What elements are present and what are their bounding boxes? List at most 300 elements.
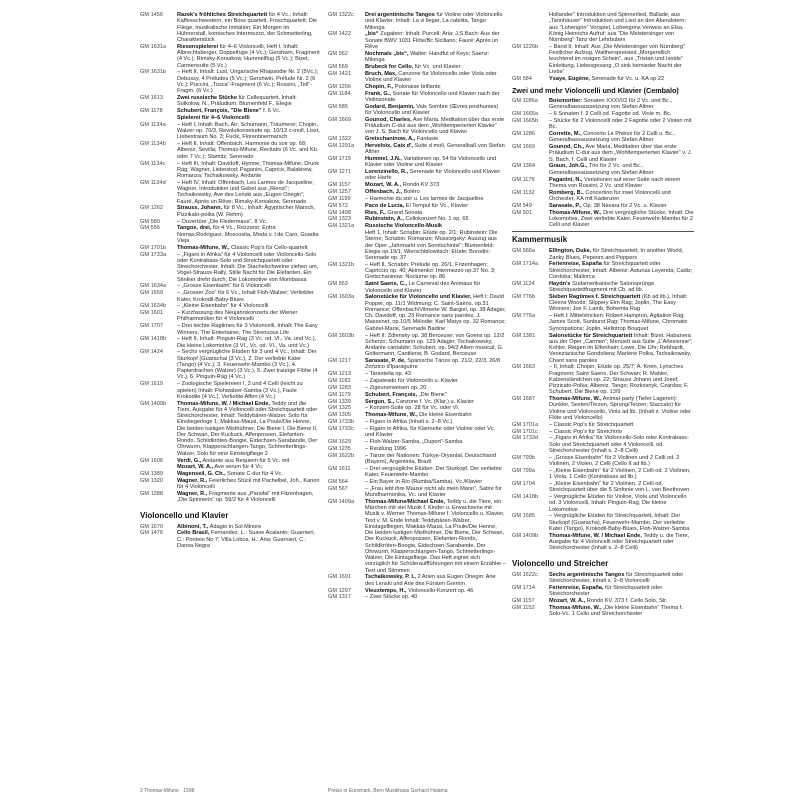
- entry-title: Schubert, François, "Die Biene": [177, 108, 262, 115]
- entry-title: Tschaikowsky, P. I.,: [365, 574, 416, 581]
- catalog-number: GM 1707: [140, 323, 164, 330]
- entry-title: Thomas-Mifune/Michael Ende,: [365, 498, 446, 505]
- catalog-entry: [328, 223, 506, 229]
- catalog-entry: [512, 12, 694, 43]
- entry-description: Serenade für Vc. u. KA op 22: [591, 75, 665, 82]
- catalog-entry: [140, 283, 320, 289]
- entry-text: [365, 358, 506, 371]
- catalog-number: GM 776b: [512, 293, 536, 300]
- catalog-number: GM 584: [512, 75, 532, 82]
- catalog-number: GM 1622c: [512, 571, 538, 578]
- entry-title: Sarasate, P.,: [549, 202, 582, 209]
- entry-description: Heft I: David Popper, op. 11/1 Widmung; C. Saint-Saëns, op.31 Romance; Offenbach/Vilmerte W. Bargiel, op. 38 Adagio; Ch. Davidoff, op. 23 Romance sans paroles; J. Massenet, op.10/5 Mélodie; Karl Matys op. 32 Romance; Gabriel-Marie, Serenade Badine: [365, 294, 506, 332]
- entry-description: für Streichquartett oder Streichorchester: [549, 584, 663, 597]
- entry-description: Inhalt: Bizet, Habanera aus der Oper „Carmen“; Menuett aus Suite „L'Arlesienne“; Kohler, Reigen im Elfenhain; Lowe, Die Uhr; Rebhardt, Venezianische Gondoliera; Marlene Polka, Tschaikowsky, Chant sans paroles: [549, 332, 693, 364]
- entry-description: Fernandez, L.: Suave Acalanto; Guarnieri, C.: Ponteio No 7; Villa Lobos, H.: Aria; Guarnieri, C.: Dansa Negra: [177, 530, 316, 549]
- catalog-entry: [140, 69, 320, 94]
- catalog-entry: [140, 303, 320, 309]
- entry-text: [365, 136, 506, 142]
- catalog-entry: [328, 169, 506, 182]
- catalog-number: GM 1665b: [512, 117, 539, 124]
- catalog-entry: [140, 205, 320, 218]
- entry-description: – Heft II, Inhalt: Offenbach, Harmonie du soir op. 68; Albeniz, Sevilla; Thomas-Mifune, Recitativ (6 Vc. and Kb. oder 7 Vc.); Stamitz, Serenade: [177, 141, 319, 160]
- entry-description: Spanische Tänze op. 21/2, 22/3, 26/8 Zortzico d'Iparaguirre: [365, 358, 501, 371]
- entry-title: Chopin, F.,: [365, 83, 394, 90]
- catalog-entry: [328, 499, 506, 574]
- entry-description: Variationen op. 54 für Violoncello und Klavier oder Violine und Klavier: [365, 156, 497, 169]
- catalog-entry: [512, 598, 694, 604]
- catalog-number: GM 1321a: [328, 223, 355, 230]
- entry-description: für 4–6 Violoncelli, Heft I, Inhalt: Albrechtsberger, Doppelfuge (4 Vc.); Gershwin, Fragment (4 Vc.); Rimsky-Korsakow, Hummelflug (5 Vc.); Bizet, Carmensuite (5 Vc.): [177, 43, 320, 69]
- catalog-entry: [328, 419, 506, 425]
- entry-text: [365, 499, 506, 574]
- entry-description: Teddy u. die Tiere, ein Märchen mit viel Musik f. Kinder u. Erwachsene mit Musik v. Werner Thomas-Mifune f. Violoncello u. Klavier, Text v. M. Ende Inhalt: Teddybären-Walzer, Einstagsfliegen, Makkas-Mausi, La Poule/Die Henne, Die beiden lustigen Misthühner, Die Biene, Der Schwan, Der Kuckuck, Affenpossen, Elefanten-Rondo, Schildkröten-Boogie, Eidechsen-Sarabande, Der Ohrwurm, Klapperschlangen-Tango, Schmetterlings-Walzer, Die Eintagsfliege. Das Heft eignet sich vorzüglich für Schülerauffführungen mit einem Erzähler – Text und Stimmen: [365, 498, 506, 574]
- entry-description: Drei vergnügliche Stücke, Inhalt: Die Lokomotive, Zwei verliebte Kater, Feuerwehr-Mambo für 2 Celli und Klavier: [549, 209, 694, 229]
- catalog-number: GM 1629: [328, 439, 352, 446]
- entry-text: [549, 281, 694, 294]
- catalog-number: GM 1622b: [328, 452, 355, 459]
- entry-description: Feierliches Stück mit Pachelbel, Joh., Kanon für 4 Violoncelli: [177, 478, 320, 491]
- catalog-entry: [512, 118, 694, 131]
- entry-description: – Konzert-Suite op. 28 für Vc. oder Vl.: [365, 405, 460, 412]
- entry-description: – Heft II: Zdlensky op. 38 Berceuse; von Goens op. 12/2 Scherzo; Schumann op. 129 Adagio; Tschaikowsky, Andante cantabile; Schubert, op. 94/3 Allem musical; G. Goltermann, Cantilena; B. Godard, Berceuse: [365, 332, 505, 358]
- entry-description: Ave Maria, Meditation über das erste Präludium C-dur aus dem „Wohltemperierten Klavier“ von J. S. Bach für Violoncello und Klavier: [365, 116, 505, 136]
- entry-description: – Floh-Walzer-Samba, „Duport“-Samba: [365, 439, 463, 446]
- catalog-entry: [512, 44, 694, 75]
- entry-title: „bis“: [365, 31, 379, 38]
- entry-title: Ferienreise, España: [549, 261, 602, 268]
- entry-text: [177, 401, 320, 457]
- entry-title: Frank, G.,: [365, 90, 391, 97]
- entry-text: [365, 156, 506, 169]
- catalog-entry: [140, 180, 320, 205]
- entry-description: Andante aus Requiem für 5 Vc. mit: [202, 457, 290, 464]
- entry-title: Ferienreise, España,: [549, 584, 604, 591]
- entry-text: [365, 223, 506, 229]
- entry-description: – Band II, Inhalt: Aus „Die Meistersinger von Nürnberg“ Festlicher Aufzug, Waltherspreisied „Morgendlich leuchtend im rosigen Schein“, aus „Tristan und Isolde“ Einleitung, Liebesgesang „O sink hernieder Nacht der Liebe“: [549, 43, 685, 75]
- entry-text: [365, 486, 506, 499]
- catalog-entry: [328, 574, 506, 587]
- catalog-number: GM 1283: [328, 384, 352, 391]
- catalog-number: GM 1619: [140, 381, 164, 388]
- catalog-number: GM 1631b: [140, 69, 167, 76]
- catalog-entry: [512, 281, 694, 294]
- catalog-number: GM 1213: [328, 371, 352, 378]
- entry-text: [365, 333, 506, 358]
- catalog-number: GM 1235: [328, 445, 352, 452]
- entry-text: [549, 435, 694, 454]
- entry-description: – „Grosse Eisenbahn“ für 6 Violoncelli: [177, 283, 271, 290]
- entry-text: [549, 598, 694, 604]
- entry-text: [365, 203, 506, 209]
- catalog-number: GM 1421: [328, 70, 352, 77]
- catalog-entry: [328, 399, 506, 405]
- catalog-number: GM 1409a: [328, 498, 355, 505]
- catalog-number: GM 1714a: [512, 261, 539, 268]
- entry-title: Spielerei für 4–6 Violoncelli: [177, 114, 250, 121]
- entry-text: [365, 210, 506, 216]
- entry-title: Godard, Benjamin,: [365, 103, 415, 110]
- entry-description: für Streichquartett, In another World, Zanky Blues, Pepeors and Peppers: [549, 248, 684, 261]
- entry-description: für Vc. und Klavier: [414, 63, 461, 70]
- catalog-number: GM 1409b: [512, 532, 539, 539]
- catalog-number: GM 1606: [140, 457, 164, 464]
- entry-text: [549, 364, 694, 395]
- catalog-entry: [328, 143, 506, 156]
- entry-text: [177, 524, 320, 530]
- catalog-entry: [328, 216, 506, 222]
- catalog-number: GM 556: [140, 225, 160, 232]
- catalog-entry: [512, 364, 694, 395]
- catalog-number: GM 1179: [328, 391, 351, 398]
- entry-title: Herveloix, Caix d',: [365, 142, 413, 149]
- entry-text: [549, 513, 694, 532]
- entry-text: [549, 12, 694, 43]
- catalog-number: GM 1733a: [140, 251, 167, 258]
- entry-description: Animal-party (Tiefer Lageren): Dunkler, Sexten/Terzen, Sprung/Terzen; Staccato) für Violine und Violoncello, Viola ad lib. (Inhalt s. Violine oder Flöte und Violoncello): [549, 396, 692, 421]
- entry-text: [177, 180, 320, 205]
- catalog-entry: [140, 141, 320, 160]
- entry-text: [365, 281, 506, 294]
- catalog-entry: [328, 196, 506, 202]
- catalog-number: GM 1323: [328, 216, 352, 223]
- entry-text: [365, 392, 506, 398]
- entry-text: [177, 122, 320, 141]
- entry-description: – „Frau lebt ihre Mause nicht als mein Mann“, Satire für Mundharmonika, Vc. und Klavier: [365, 485, 502, 498]
- entry-description: – Zapateado für Violoncello u. Klavier: [365, 378, 458, 385]
- catalog-number: GM 1408: [328, 209, 352, 216]
- catalog-entry: [328, 31, 506, 50]
- catalog-number: GM 1291a: [328, 142, 355, 149]
- catalog-entry: [512, 98, 694, 111]
- entry-text: [549, 468, 694, 481]
- entry-title: Mozart, W. A.,: [365, 182, 402, 189]
- catalog-number: GM 1134c: [140, 160, 166, 167]
- entry-title: Paco de Lucia,: [365, 202, 405, 209]
- catalog-entry: [512, 435, 694, 454]
- catalog-number: GM 566a: [512, 248, 536, 255]
- catalog-entry: [512, 429, 694, 435]
- catalog-number: GM 572: [328, 202, 348, 209]
- catalog-number: GM 1134d: [140, 179, 166, 186]
- catalog-number: GM 1701b: [140, 244, 167, 251]
- catalog-number: GM 1715: [328, 156, 352, 163]
- entry-text: [365, 104, 506, 117]
- catalog-entry: [140, 252, 320, 283]
- catalog-entry: [140, 458, 320, 464]
- catalog-entry: [328, 294, 506, 332]
- entry-description: Heft 1, Inhalt: Scriabin: Etüde op. 2/1; Rubinstein: Die Sterne; Scriabin: Romanze; Mussorgsky: Auszug aus der Oper „Jahrmarkt von Sorotschintsi“; Blumenfeld: Elegie op.19/1; Wierschbilowitsch: Etüde; Borodin: Serenade op. 37: [365, 230, 498, 262]
- catalog-entry: [328, 333, 506, 358]
- catalog-number: GM 1257: [328, 189, 352, 196]
- entry-description: – Drei leichte Ragtimes für 3 Violoncelli, Inhalt: The Easy Winners, The Entertainer, The Strenuous Life: [177, 323, 318, 336]
- entry-text: [549, 177, 694, 190]
- entry-text: [177, 252, 320, 283]
- entry-title: Sarasate, P. de,: [365, 358, 406, 365]
- entry-description: „Die kleine Eisenbahn“ Thema f. Solo-Vc. 1 Cello und Streichorchester: [549, 604, 683, 617]
- catalog-number: GM 1669: [328, 116, 352, 123]
- entry-text: [365, 385, 506, 391]
- entry-text: [365, 371, 506, 377]
- entry-text: [365, 31, 506, 50]
- catalog-number: GM 1418b: [512, 494, 539, 501]
- catalog-number: GM 1134a: [140, 121, 166, 128]
- entry-title: Riesenspielerei: [177, 43, 219, 50]
- entry-text: [177, 225, 320, 244]
- catalog-number: GM 1124: [512, 280, 535, 287]
- catalog-number: GM 1409b: [140, 400, 167, 407]
- entry-title: Sechs argentinische Tangos: [549, 571, 625, 578]
- entry-title: Hummel, J.N.,: [365, 156, 402, 163]
- catalog-entry: [140, 530, 320, 549]
- entry-description: Boléro: [403, 189, 420, 196]
- entry-title: Boismortier:: [549, 97, 583, 104]
- catalog-number: GM 559: [328, 63, 348, 70]
- catalog-number: GM 1183: [328, 378, 351, 385]
- entry-title: Mozart, W. A.,: [549, 597, 586, 604]
- entry-text: [549, 203, 694, 209]
- section-heading: Kammermusik: [512, 231, 694, 244]
- entry-title: Verdi, G.,: [177, 457, 202, 464]
- catalog-entry: [512, 261, 694, 280]
- entry-text: [177, 290, 320, 303]
- catalog-entry: [140, 245, 320, 251]
- catalog-entry: [328, 426, 506, 439]
- catalog-entry: [140, 336, 320, 349]
- catalog-entry: [328, 51, 506, 64]
- catalog-number: GM 1317: [328, 594, 352, 601]
- catalog-number: GM 1704: [512, 481, 536, 487]
- entry-description: – „Kleine Eisenbahn“ für 2 Violinen, 2 Celli od. Streichquartett über die 5 Sinfonie von L. van Beethoven: [549, 481, 690, 494]
- catalog-entry: [512, 131, 694, 144]
- entry-description: – Figaro in Afrika (Inhalt s. 2–8 Vc.): [365, 419, 453, 426]
- catalog-number: GM 1613: [140, 95, 164, 102]
- catalog-entry: [328, 230, 506, 261]
- catalog-number: GM 1325: [328, 405, 352, 412]
- catalog-entry: [328, 453, 506, 466]
- entry-text: [549, 131, 694, 144]
- entry-text: [365, 574, 506, 587]
- entry-text: [549, 494, 694, 513]
- entry-text: [177, 530, 320, 549]
- catalog-entry: [512, 144, 694, 163]
- entry-title: Thomas-Mifune, W.,: [365, 412, 418, 419]
- footer-center: Preise in Euromark, Bern Musikhaus Gerhard Halama: [328, 788, 448, 794]
- entry-description: – Kurzfassung des Neujahrskonzerts der Wiener Philharmoniker für 4 Violoncelli: [177, 310, 298, 323]
- catalog-entry: [328, 156, 506, 169]
- entry-text: [549, 396, 694, 421]
- entry-description: – „Figaro in Afrika“ für 4 Violoncelli oder Violoncello-Solo oder Kontrabass-Solo und Streichquartett oder Streichorchester, Inhalt: Die Stachelschweine ziehen um, Vogel-Strauss-Rally, Stille Nacht für Die Elefanten, Ein Stinkier dreht durch, Die Lokomotive von Mombassa: [177, 251, 319, 283]
- catalog-entry: [512, 533, 694, 552]
- entry-description: – Figaro in Afrika, für Klarinette oder Violine oder Vc. und Klavier: [365, 425, 496, 439]
- catalog-entry: [328, 479, 506, 485]
- catalog-entry: [140, 225, 320, 244]
- entry-text: [365, 594, 506, 600]
- entry-text: [177, 491, 320, 504]
- catalog-number: GM 1389: [140, 471, 164, 478]
- catalog-entry: [512, 422, 694, 428]
- catalog-number: GM 567: [328, 485, 348, 492]
- entry-text: [365, 182, 506, 188]
- entry-text: [549, 313, 694, 332]
- entry-description: Grand Sonata: [387, 209, 423, 216]
- entry-title: Cello Brasil,: [177, 530, 210, 537]
- entry-description: Teddy u. die Tiere, Ausgabe für 4 Violoncelli oder Streichquartett oder Streichorchester (Inhalt s. 2–8 Celli): [549, 532, 690, 552]
- entry-text: [177, 471, 320, 477]
- catalog-entry: [140, 44, 320, 69]
- catalog-entry: [512, 605, 694, 618]
- catalog-entry: [512, 572, 694, 585]
- entry-text: [365, 262, 506, 281]
- entry-description: für Streichquartett oder Streichorchester, Inhalt s. 2–8 Violoncelli: [549, 571, 684, 584]
- entry-text: [177, 381, 320, 400]
- catalog-entry: [512, 203, 694, 209]
- entry-text: [365, 378, 506, 384]
- entry-title: Gretschaninow, A.,: [365, 136, 416, 143]
- catalog-entry: [140, 95, 320, 108]
- entry-title: Wagner, R.,: [177, 491, 208, 498]
- entry-description: Suite d moll, Generalbaß von Stefan Altner: [365, 142, 505, 156]
- entry-description: f. 6 Vc.: [263, 108, 281, 115]
- catalog-number: GM 1424: [140, 349, 164, 356]
- entry-description: Zugaben: Inhalt: Purcell: Aria; J.S.Bach: Aus der Sonate BWV 1031 Flöte/Bc Siciliano; Fauré: Après un Rêve: [365, 31, 500, 50]
- entry-description: Walter: Handful of Keys; Saenz: Milonga: [365, 50, 490, 63]
- entry-title: Nochmals „bis“,: [365, 50, 409, 57]
- entry-title: Gounod, Charles,: [365, 116, 412, 123]
- entry-title: Thomas-Mifune, W.,: [549, 396, 602, 403]
- catalog-entry: [140, 290, 320, 303]
- entry-description: – Sechs vergnügliche Etüden für 3 und 4 Vc., Inhalt: Der Sturkopf (Guarachai (3 Vc.), 2. Der verliebte Kater (Tango) (4 Vc.), 3. Feuerwehr-Mambo (3 Vc.), 4. Papierdrachen (Walzer) (3 Vc.), 5. Zwei traurige Flöhe (4 Vc.), 6. Pinguin-Rag (4 Vc.): [177, 349, 318, 381]
- catalog-number: GM 1733d: [512, 435, 539, 442]
- catalog-entry: [328, 136, 506, 142]
- catalog-number: GM 1601: [140, 310, 164, 317]
- catalog-entry: [328, 412, 506, 418]
- entry-description: – Heft IV, Inhalt: Offenbach, Les Larmes de Jacqueline; Wagner, Introduktion und Gebet aus „Rienzi“; Tschaikowsky, Ave des Lenski aus „Eugen Onegin“; Fauré, Aprés un Rêve; Rimsky-Korsakow, Serenade: [177, 179, 314, 205]
- catalog-entry: [140, 310, 320, 323]
- entry-title: Sieben Ragtimes f. Streichquartett: [549, 293, 641, 300]
- entry-description: – Heft I, Inhalt: Bach, Air; Schumann, Träumerei; Chopin, Walzer op. 70/3, Revolutionsetude op. 10/12 c-moll, Liszt, Liebestraum No. 3; Fucik, Florentinermarsch: [177, 121, 320, 141]
- catalog-number: GM 1262: [140, 205, 164, 212]
- catalog-number: GM 1659: [140, 290, 164, 297]
- entry-text: [365, 446, 506, 452]
- entry-text: [549, 190, 694, 203]
- catalog-number: GM 1176: [512, 176, 535, 183]
- entry-description: für Cellequartett, Inhalt: Solkolow, N., Präludium; Blumenfeld F., Elegie: [177, 95, 297, 108]
- column-2: [328, 12, 506, 601]
- catalog-number: GM 1322: [328, 136, 352, 143]
- entry-text: [365, 479, 506, 485]
- entry-text: [549, 44, 694, 75]
- catalog-entry: [512, 177, 694, 190]
- entry-description: Ave Maria, Meditation über das erste Präludium C-dur aus dem „Wohltemperierten Klavier“ v. J. S. Bach, f. Celli und Klavier: [549, 144, 693, 163]
- entry-description: Concertino für zwei Violoncelli und Orchester, KA mit Kadenzen: [549, 189, 671, 202]
- entry-description: 2 Arien aus Eugen Onegin: Arie des Lenski und Arie des Fürsten Gremin: [365, 574, 496, 587]
- catalog-entry: [140, 122, 320, 141]
- entry-text: [549, 210, 694, 229]
- entry-description: Serenade für Violoncello und Klavier oder Harfe: [365, 169, 501, 182]
- catalog-entry: [328, 182, 506, 188]
- catalog-number: GM 1733c: [328, 425, 354, 432]
- entry-description: – Stücke für 2 Violoncelli oder 2 Fagotte oder 2 Violen mit Bc.: [549, 117, 692, 131]
- catalog-number: GM 1611: [328, 465, 351, 472]
- catalog-entry: [328, 117, 506, 136]
- entry-text: [365, 399, 506, 405]
- entry-text: [549, 294, 694, 313]
- entry-text: [365, 71, 506, 84]
- entry-title: Paganini, N.,: [549, 176, 583, 183]
- entry-description: für 8 Vc., Inhalt: Ägyptischer Marsch, Pizzikato-polka (W. Rehm): [177, 205, 316, 218]
- entry-description: – Zoologische Spielereien I, 3 und 4 Celli (leicht zu spielen) Inhalt: Flohwalzer-Samba (3 Vc.), Faule Krokodile (4 Vc.), Verliebte Affen (4 Vc.): [177, 381, 303, 400]
- entry-description: Polonaise brillante: [394, 83, 441, 90]
- catalog-number: GM 1322c: [328, 12, 354, 18]
- entry-description: – Ein Bayer in Rio (Rumba/Samba), Vc./Klavier: [365, 478, 483, 485]
- entry-description: Variationen auf einer Saite nach einem Thema von Rossini, 2 Vc. und Klavier: [549, 176, 681, 189]
- entry-description: Sonate für Violoncello und Klavier nach der Violinsonate: [365, 90, 500, 103]
- catalog-entry: [140, 491, 320, 504]
- catalog-number: GM 585: [328, 103, 348, 110]
- entry-title: Mozart, W. A.,: [177, 464, 214, 471]
- section-heading: Violoncello und Streicher: [512, 558, 609, 568]
- catalog-entry: [512, 333, 694, 364]
- catalog-number: GM 1603b: [328, 332, 355, 339]
- entry-title: Romberg, B.,: [549, 189, 584, 196]
- entry-description: – Ouvertüre „Die Fledermaus“, 8 Vc.: [177, 218, 268, 225]
- catalog-number: GM 1691: [328, 574, 352, 581]
- catalog-entry: [512, 163, 694, 176]
- entry-title: Vieuxtemps, H.,: [365, 587, 407, 594]
- catalog-entry: [140, 323, 320, 336]
- entry-description: – II, Inhalt: Chopin, Etüde op. 25/7; A. Krein, Lyrisches Fragment; Saint Saens, Der Schwan; R. Mahler, Katzenständchen op. 22; Strauss Johann und Josef, Pizzicato-Polka; Albeniz, Tango; Rozkosnyk, Czardas; F. Schubert, Die Biene op. 13/9: [549, 364, 689, 396]
- entry-text: [365, 453, 506, 466]
- entry-title: Drei argentinische Tangos: [365, 12, 435, 18]
- entry-description: Vals Sombre (Œvres posthumes) für Violoncello und Klavier: [365, 103, 499, 116]
- entry-title: Brubeck for Cello,: [365, 63, 414, 70]
- entry-description: – Classic Pop's für Streichquartett: [549, 421, 634, 428]
- catalog-entry: [328, 189, 506, 195]
- catalog-number: GM 1634a: [140, 283, 167, 290]
- catalog-number: GM 1685: [512, 513, 536, 520]
- entry-text: [365, 143, 506, 156]
- catalog-entry: [140, 349, 320, 380]
- entry-text: [365, 84, 506, 90]
- entry-title: Wagner, R.,: [177, 478, 208, 485]
- catalog-number: GM 1701c: [512, 428, 538, 435]
- entry-text: [365, 439, 506, 445]
- entry-description: El Tempul für Vc., Klavier: [405, 202, 469, 209]
- catalog-number: GM 1320: [140, 478, 164, 485]
- catalog-number: GM 1297: [328, 587, 352, 594]
- entry-title: Haydn's: [549, 280, 571, 287]
- entry-title: Offenbach, J.,: [365, 189, 402, 196]
- entry-text: [177, 323, 320, 336]
- entry-description: für 4 Vc., Rezzano: Entra Nomas;Rodriguez, Moscosita, Moda v. I de Caro, Guadia Vieja: [177, 225, 319, 244]
- entry-text: [177, 336, 320, 349]
- catalog-number: GM 1670: [140, 523, 164, 530]
- catalog-entry: [512, 455, 694, 468]
- entry-title: Tangos, drei,: [177, 225, 212, 232]
- entry-description: – „Grosse Eisenbahn“ für 2 Violinen und 2 Celli od. 2 Violinen, 2 Violen, 2 Celli (Cello II ad lib.): [549, 454, 680, 468]
- catalog-entry: [140, 12, 320, 43]
- entry-description: – Drei vergnügliche Etüden: Der Sturkopf, Der verliebte Kater, Feuerwehr-Mambo: [365, 465, 502, 479]
- catalog-entry: [328, 12, 506, 31]
- entry-text: [365, 189, 506, 195]
- catalog-entry: [328, 588, 506, 594]
- catalog-number: GM 1381: [512, 332, 536, 339]
- entry-text: [177, 161, 320, 180]
- catalog-number: GM 799b: [512, 454, 536, 461]
- catalog-entry: [328, 392, 506, 398]
- catalog-entry: [512, 111, 694, 117]
